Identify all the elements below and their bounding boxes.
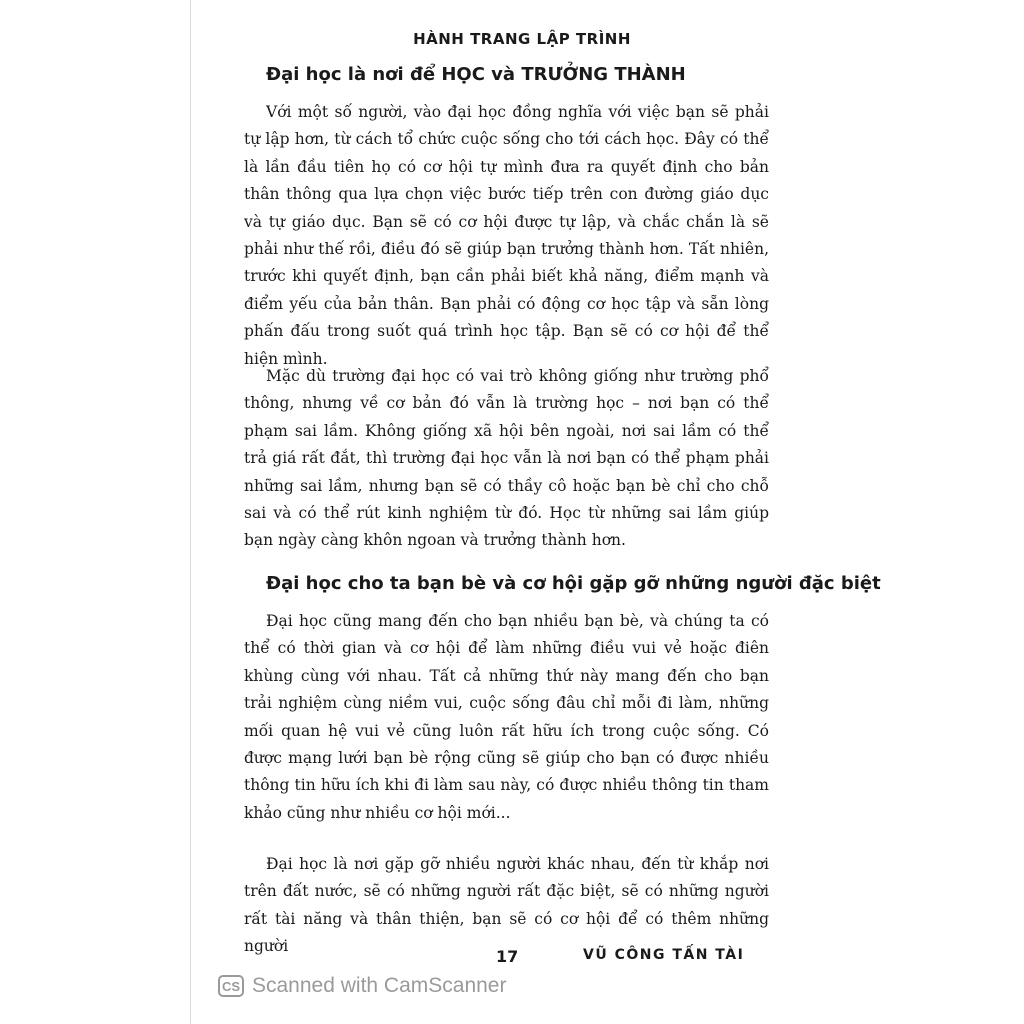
- paragraph-4: Đại học là nơi gặp gỡ nhiều người khác nhau, đến từ khắp nơi trên đất nước, sẽ có những người rất đặc biệt, sẽ có những người rất tài năng và thân thiện, bạn sẽ có cơ hội để có thêm những người: [244, 855, 769, 956]
- section-heading-2: Đại học cho ta bạn bè và cơ hội gặp gỡ những người đặc biệt: [266, 573, 881, 594]
- paragraph-3: Đại học cũng mang đến cho bạn nhiều bạn bè, và chúng ta có thể có thời gian và cơ hội để làm những điều vui vẻ hoặc điên khùng cùng với nhau. Tất cả những thứ này mang đến cho bạn trải nghiệm cùng niềm vui, cuộc sống đâu chỉ mỗi đi làm, những mối quan hệ vui vẻ cũng luôn rất hữu ích trong cuộc sống. Có được mạng lưới bạn bè rộng cũng sẽ giúp cho bạn có được nhiều thông tin hữu ích khi đi làm sau này, có được nhiều thông tin tham khảo cũng như nhiều cơ hội mới...: [244, 612, 769, 822]
- running-head: HÀNH TRANG LẬP TRÌNH: [413, 30, 631, 48]
- paragraph-2: Mặc dù trường đại học có vai trò không giống như trường phổ thông, nhưng về cơ bản đó vẫn là trường học – nơi bạn có thể phạm sai lầm. Không giống xã hội bên ngoài, nơi sai lầm có thể trả giá rất đắt, thì trường đại học vẫn là nơi bạn có thể phạm phải những sai lầm, nhưng bạn sẽ có thầy cô hoặc bạn bè chỉ cho chỗ sai và có thể rút kinh nghiệm từ đó. Học từ những sai lầm giúp bạn ngày càng khôn ngoan và trưởng thành hơn.: [244, 367, 769, 550]
- page-number: 17: [496, 947, 519, 966]
- camscanner-logo-icon: CS: [218, 975, 244, 997]
- watermark-text: Scanned with CamScanner: [252, 974, 507, 997]
- camscanner-watermark: [218, 974, 506, 998]
- page-edge-shadow: [190, 0, 191, 1024]
- paragraph-1: Với một số người, vào đại học đồng nghĩa với việc bạn sẽ phải tự lập hơn, từ cách tổ chức cuộc sống cho tới cách học. Đây có thể là lần đầu tiên họ có cơ hội tự mình đưa ra quyết định cho bản thân thông qua lựa chọn việc bước tiếp trên con đường giáo dục và tự giáo dục. Bạn sẽ có cơ hội được tự lập, và chắc chắn là sẽ phải như thế rồi, điều đó sẽ giúp bạn trưởng thành hơn. Tất nhiên, trước khi quyết định, bạn cần phải biết khả năng, điểm mạnh và điểm yếu của bản thân. Bạn phải có động cơ học tập và sẵn lòng phấn đấu trong suốt quá trình học tập. Bạn sẽ có cơ hội để thể hiện mình.: [244, 103, 769, 368]
- footer-author: VŨ CÔNG TẤN TÀI: [583, 947, 745, 963]
- section-heading-1: Đại học là nơi để HỌC và TRƯỞNG THÀNH: [266, 64, 686, 85]
